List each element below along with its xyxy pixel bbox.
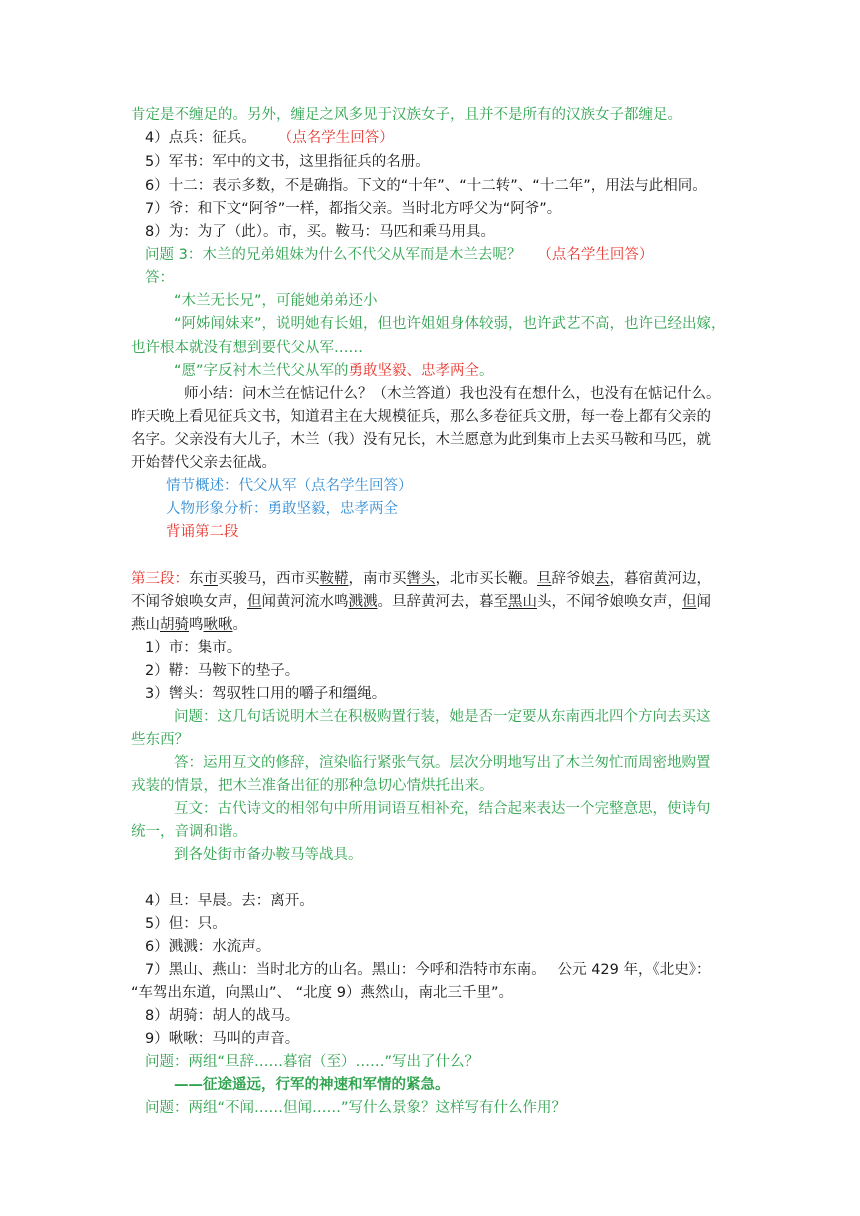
- summary-line: 昨天晚上看见征兵文书，知道君主在大规模征兵，那么多卷征兵文册，每一卷上都有父亲的: [131, 409, 711, 425]
- poem-text-segment: 东: [189, 571, 204, 587]
- question-text: 问题 3：木兰的兄弟姐妹为什么不代父从军而是木兰去呢？: [145, 247, 522, 263]
- plot-summary: 情节概述：代父从军（点名学生回答）: [166, 478, 413, 494]
- note-line: “车驾出东道，向黑山”、 “北度 9）燕然山，南北三千里”。: [131, 985, 513, 1001]
- underlined-word: 市: [203, 571, 218, 587]
- text-line: 肯定是不缠足的。另外，缠足之风多见于汉族女子，且并不是所有的汉族女子都缠足。: [131, 107, 682, 123]
- underlined-word: 黑山: [508, 594, 537, 610]
- paragraph-three-line-1: [131, 569, 737, 589]
- note-line: 3）辔头：驾驭牲口用的嚼子和缰绳。: [145, 686, 387, 702]
- poem-text-segment: 燕山: [131, 617, 160, 633]
- translation-line: 到各处街市备办鞍马等战具。: [174, 847, 363, 863]
- underlined-word: 胡骑: [160, 617, 189, 633]
- note-line: 9）啾啾：马叫的声音。: [145, 1031, 300, 1047]
- summary-line: 师小结：问木兰在惦记什么？（木兰答道）我也没有在想什么，也没有在惦记什么。: [184, 386, 721, 402]
- answer-line: “木兰无长兄”，可能她弟弟还小: [174, 293, 378, 309]
- highlight-text: 勇敢坚毅、忠孝两全: [348, 363, 480, 379]
- underlined-word: 鞍鞯: [319, 571, 349, 587]
- question-line: [145, 245, 751, 265]
- note-line: 7）黑山、燕山：当时北方的山名。黑山：今呼和浩特市东南。 公元 429 年，《北史》：: [145, 962, 711, 978]
- answer-line: 戎装的情景，把木兰准备出征的那种急切心情烘托出来。: [131, 778, 494, 794]
- poem-text-segment: 买骏马，西市买: [218, 571, 320, 587]
- question-line: 问题：这几句话说明木兰在积极购置行装，她是否一定要从东南西北四个方向去买这: [174, 709, 711, 725]
- note-line: 6）十二：表示多数，不是确指。下文的“十年”、“十二转”、“十二年”，用法与此相同。: [145, 178, 707, 194]
- paragraph-three-line-3: [131, 615, 737, 635]
- summary-line: 开始替代父亲去征战。: [131, 455, 276, 471]
- paragraph-three-line-2: [131, 592, 737, 612]
- note-line: 6）溅溅：水流声。: [145, 939, 271, 955]
- poem-text-segment: 。: [232, 617, 247, 633]
- paragraph-label: 第三段：: [131, 571, 189, 587]
- note-line: 8）胡骑：胡人的战马。: [145, 1008, 300, 1024]
- question-line: 问题：两组“旦辞……暮宿（至）……”写出了什么？: [145, 1054, 480, 1070]
- underlined-word: 但: [247, 594, 262, 610]
- poem-text-segment: ，暮宿黄河边，: [609, 571, 711, 587]
- answer-line: 也许根本就没有想到要代父从军……: [131, 340, 363, 356]
- poem-text: [189, 571, 711, 587]
- underlined-word: 溅溅: [348, 594, 378, 610]
- note-line: 1）市：集市。: [145, 640, 242, 656]
- note-line: 5）军书：军中的文书，这里指征兵的名册。: [145, 154, 430, 170]
- underlined-word: 去: [595, 571, 610, 587]
- answer-text: “愿”字反衬木兰代父从军的: [174, 363, 349, 379]
- recite-instruction: 背诵第二段: [166, 524, 239, 540]
- teacher-hint: （点名学生回答）: [537, 247, 654, 263]
- note-line: [145, 128, 751, 148]
- note-line: 4）旦：早晨。去：离开。: [145, 893, 314, 909]
- note-line: 2）鞯：马鞍下的垫子。: [145, 663, 300, 679]
- definition-line: 互文：古代诗文的相邻句中所用词语互相补充，结合起来表达一个完整意思，使诗句: [174, 801, 711, 817]
- answer-label: 答：: [145, 270, 174, 286]
- poem-text-segment: 辞爷娘: [551, 571, 595, 587]
- note-line: 8）为：为了（此）。市，买。鞍马：马匹和乘马用具。: [145, 224, 495, 240]
- answer-line: 答：运用互文的修辞，渲染临行紧张气氛。层次分明地写出了木兰匆忙而周密地购置: [174, 755, 711, 771]
- answer-line: [174, 361, 780, 381]
- underlined-word: 啾啾: [203, 617, 233, 633]
- poem-text-segment: 闻: [696, 594, 711, 610]
- note-line: 5）但：只。: [145, 916, 227, 932]
- note-line: 7）爷：和下文“阿爷”一样，都指父亲。当时北方呼父为“阿爷”。: [145, 201, 562, 217]
- poem-text-segment: 。旦辞黄河去，暮至: [377, 594, 508, 610]
- answer-line: “阿姊闻妹来”，说明她有长姐，但也许姐姐身体较弱，也许武艺不高，也许已经出嫁，: [174, 316, 726, 332]
- poem-text-segment: 鸣: [189, 617, 204, 633]
- question-line: 问题：两组“不闻……但闻……”写什么景象？这样写有什么作用？: [145, 1100, 567, 1116]
- answer-line: ——征途遥远，行军的神速和军情的紧急。: [174, 1077, 450, 1093]
- poem-text-segment: ，南市买: [348, 571, 407, 587]
- answer-text: 。: [479, 363, 494, 379]
- teacher-hint: （点名学生回答）: [277, 130, 394, 146]
- poem-text-segment: 头，不闻爷娘唤女声，: [537, 594, 682, 610]
- underlined-word: 辔头: [406, 571, 436, 587]
- underlined-word: 但: [682, 594, 697, 610]
- note-text: 4）点兵：征兵。: [145, 130, 256, 146]
- underlined-word: 旦: [537, 571, 552, 587]
- summary-line: 名字。父亲没有大儿子，木兰（我）没有兄长，木兰愿意为此到集市上去买马鞍和马匹，就: [131, 432, 711, 448]
- poem-text-segment: 闻黄河流水鸣: [261, 594, 349, 610]
- character-analysis: 人物形象分析：勇敢坚毅，忠孝两全: [166, 501, 398, 517]
- question-line: 些东西？: [131, 732, 189, 748]
- poem-text-segment: ，北市买长鞭。: [435, 571, 537, 587]
- poem-text-segment: 不闻爷娘唤女声，: [131, 594, 247, 610]
- definition-line: 统一，音调和谐。: [131, 824, 247, 840]
